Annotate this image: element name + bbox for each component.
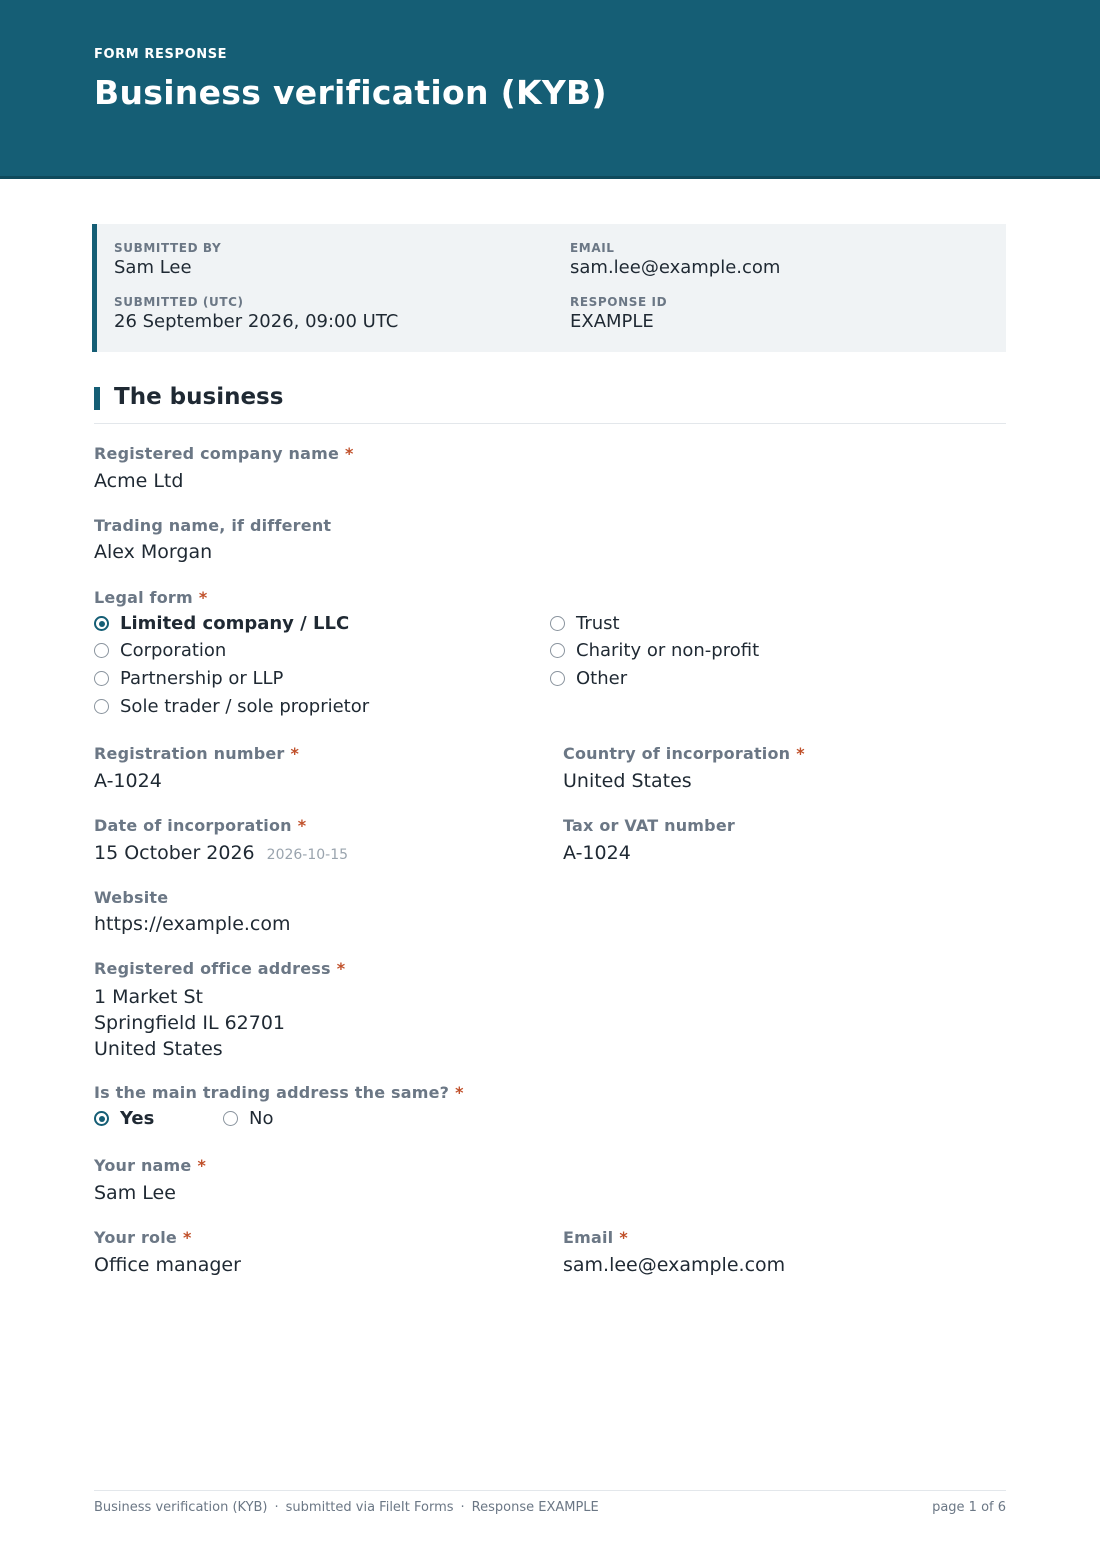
field-value-email: sam.lee@example.com [563, 1254, 786, 1276]
required-marker: * [619, 1228, 628, 1247]
radio-unselected-icon [94, 671, 109, 686]
field-value-your-role: Office manager [94, 1254, 241, 1276]
meta-label: EMAIL [570, 241, 615, 255]
required-marker: * [290, 744, 300, 763]
meta-label: RESPONSE ID [570, 295, 668, 309]
meta-label: SUBMITTED (UTC) [114, 295, 244, 309]
radio-label: Yes [120, 1108, 155, 1129]
radio-unselected-icon [94, 643, 109, 658]
label-text: Your name [94, 1156, 192, 1175]
radio-selected-icon [94, 1111, 109, 1126]
footer-info [94, 1500, 599, 1515]
address-line: United States [94, 1038, 223, 1060]
field-value-your-name: Sam Lee [94, 1182, 176, 1204]
field-value-website: https://example.com [94, 913, 291, 935]
address-line: Springfield IL 62701 [94, 1012, 286, 1034]
field-label-your-role [94, 1228, 192, 1247]
footer-form-name: Business verification (KYB) [94, 1500, 268, 1515]
footer-page-number: page 1 of 6 [932, 1500, 1006, 1515]
field-label-country [563, 744, 805, 763]
radio-label: No [249, 1108, 274, 1129]
page-title: Business verification (KYB) [94, 73, 607, 112]
radio-label: Partnership or LLP [120, 668, 284, 689]
radio-option-charity[interactable] [550, 640, 759, 661]
meta-submitted-by [114, 241, 221, 278]
meta-email [570, 241, 780, 278]
radio-option-corporation[interactable] [94, 640, 226, 661]
label-text: Date of incorporation [94, 816, 292, 835]
meta-value: 26 September 2026, 09:00 UTC [114, 311, 399, 332]
footer-separator: · [274, 1500, 279, 1515]
field-label-tax-number [563, 816, 735, 835]
meta-value: EXAMPLE [570, 311, 654, 332]
meta-label: SUBMITTED BY [114, 241, 222, 255]
required-marker: * [198, 588, 208, 607]
field-label-same-address [94, 1083, 464, 1102]
radio-option-partnership[interactable] [94, 668, 283, 689]
field-value-country: United States [563, 770, 692, 792]
label-text: Registered office address [94, 959, 331, 978]
required-marker: * [182, 1228, 192, 1247]
header-eyebrow: FORM RESPONSE [94, 47, 228, 62]
meta-response-id [570, 295, 667, 332]
section-heading [94, 384, 1006, 424]
label-text: Tax or VAT number [563, 816, 735, 835]
field-label-trading-name [94, 516, 331, 535]
field-label-office-address [94, 959, 345, 978]
radio-selected-icon [94, 616, 109, 631]
radio-option-other[interactable] [550, 668, 627, 689]
required-marker: * [345, 444, 354, 463]
radio-option-sole-trader[interactable] [94, 696, 369, 717]
field-label-date-of-incorporation [94, 816, 306, 835]
submission-meta-panel [92, 224, 1006, 352]
field-value-date-of-incorporation [94, 842, 348, 864]
radio-option-trust[interactable] [550, 613, 620, 634]
section-title: The business [114, 384, 284, 410]
footer-separator: · [460, 1500, 465, 1515]
label-text: Your role [94, 1228, 177, 1247]
label-text: Registration number [94, 744, 285, 763]
radio-option-limited-company[interactable] [94, 613, 349, 634]
radio-unselected-icon [550, 671, 565, 686]
radio-label: Corporation [120, 640, 227, 661]
field-label-website [94, 888, 168, 907]
radio-option-no[interactable] [223, 1108, 273, 1129]
label-text: Website [94, 888, 169, 907]
page-footer [94, 1490, 1006, 1515]
label-text: Country of incorporation [563, 744, 791, 763]
footer-submitted-via: submitted via FileIt Forms [285, 1500, 454, 1515]
field-value-company-name: Acme Ltd [94, 470, 184, 492]
label-text: Is the main trading address the same? [94, 1083, 450, 1102]
radio-label: Limited company / LLC [120, 613, 350, 634]
radio-unselected-icon [550, 643, 565, 658]
date-text: 15 October 2026 [94, 842, 255, 864]
field-label-email [563, 1228, 628, 1247]
radio-label: Trust [576, 613, 620, 634]
radio-label: Charity or non-profit [576, 640, 760, 661]
date-iso: 2026-10-15 [266, 847, 349, 863]
required-marker: * [796, 744, 805, 763]
radio-label: Sole trader / sole proprietor [120, 696, 370, 717]
meta-submitted-utc [114, 295, 398, 332]
field-label-registration-number [94, 744, 299, 763]
field-value-registration-number: A-1024 [94, 770, 162, 792]
required-marker: * [297, 816, 307, 835]
radio-unselected-icon [550, 616, 565, 631]
field-value-office-address [94, 984, 285, 1062]
radio-unselected-icon [223, 1111, 238, 1126]
label-text: Registered company name [94, 444, 339, 463]
field-label-your-name [94, 1156, 206, 1175]
address-line: 1 Market St [94, 986, 203, 1008]
required-marker: * [336, 959, 346, 978]
field-value-trading-name: Alex Morgan [94, 541, 213, 563]
label-text: Email [563, 1228, 614, 1247]
page-header [0, 0, 1100, 179]
field-label-company-name [94, 444, 354, 463]
field-label-legal-form [94, 588, 207, 607]
required-marker: * [197, 1156, 207, 1175]
section-accent-bar [94, 387, 100, 410]
required-marker: * [455, 1083, 464, 1102]
radio-unselected-icon [94, 699, 109, 714]
radio-option-yes[interactable] [94, 1108, 154, 1129]
radio-label: Other [576, 668, 628, 689]
field-value-tax-number: A-1024 [563, 842, 631, 864]
footer-response: Response EXAMPLE [471, 1500, 599, 1515]
meta-value: Sam Lee [114, 257, 192, 278]
meta-value: sam.lee@example.com [570, 257, 781, 278]
label-text: Legal form [94, 588, 193, 607]
label-text: Trading name, if different [94, 516, 332, 535]
